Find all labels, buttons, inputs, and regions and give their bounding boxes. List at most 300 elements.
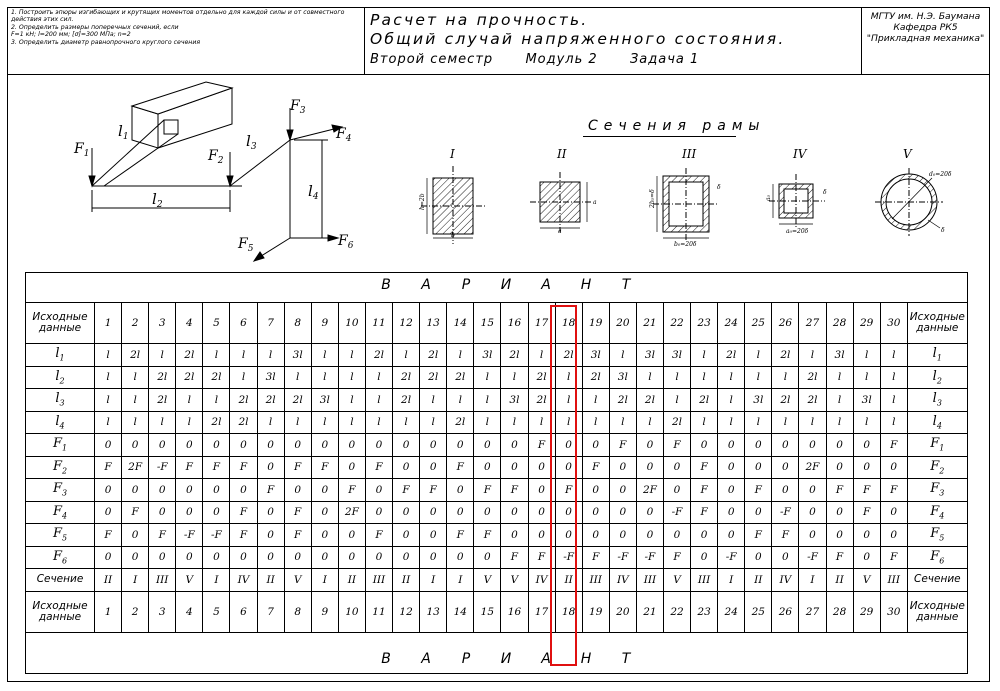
table-cell: l (718, 411, 745, 434)
table-cell: 0 (311, 501, 338, 524)
dept-line-3: "Прикладная механика" (866, 33, 985, 44)
table-cell: F (365, 524, 392, 547)
row-symbol-right (907, 501, 967, 524)
table-cell: l (799, 411, 826, 434)
table-cell: F (826, 546, 853, 569)
table-row (26, 434, 968, 457)
left-footer: Исходные данные (26, 591, 95, 632)
table-cell: 0 (393, 524, 420, 547)
variant-number: 2 (122, 303, 149, 344)
table-cell: l (691, 344, 718, 367)
section-4-dim-a: a₀ (765, 195, 772, 201)
variant-number: 3 (149, 303, 176, 344)
table-cell: F (230, 501, 257, 524)
table-cell: F (880, 479, 907, 502)
variant-number: 8 (284, 591, 311, 632)
section-cell: II (745, 569, 772, 592)
variant-number: 22 (663, 591, 690, 632)
table-cell: l (853, 366, 880, 389)
table-cell: 0 (636, 524, 663, 547)
section-cell: V (663, 569, 690, 592)
table-cell: -F (663, 501, 690, 524)
table-cell: l (718, 366, 745, 389)
variant-number: 19 (582, 591, 609, 632)
section-4-dim-a2: a₀=20δ (786, 228, 809, 235)
table-cell: 0 (311, 524, 338, 547)
table-cell: 0 (284, 546, 311, 569)
variant-letter: Т (621, 277, 631, 293)
sections-title: Сечения рамы (588, 118, 766, 134)
table-cell: 0 (176, 479, 203, 502)
section-3-dim-d: δ (717, 184, 721, 191)
variant-letter: Н (580, 651, 592, 667)
variant-letter: А (541, 651, 551, 667)
table-cell: 0 (826, 434, 853, 457)
table-cell: 3l (745, 389, 772, 412)
symbol-letter: l (932, 368, 937, 384)
table-cell: F (826, 479, 853, 502)
row-symbol-left (26, 456, 95, 479)
table-cell: l (447, 389, 474, 412)
label-l4: $l_4$ (308, 182, 319, 202)
table-cell: 0 (365, 479, 392, 502)
section-cell: I (718, 569, 745, 592)
table-cell: l (853, 344, 880, 367)
table-cell: l (636, 411, 663, 434)
table-cell: F (691, 479, 718, 502)
table-cell: F (284, 456, 311, 479)
variant-number: 12 (393, 303, 420, 344)
symbol-index: 2 (939, 466, 945, 476)
table-cell: l (609, 411, 636, 434)
table-cell: F (663, 546, 690, 569)
section-cell: V (176, 569, 203, 592)
table-cell: 0 (95, 479, 122, 502)
table-cell: -F (772, 501, 799, 524)
table-cell: -F (555, 546, 582, 569)
table-cell: 0 (853, 524, 880, 547)
table-cell: l (230, 366, 257, 389)
table-cell: l (501, 411, 528, 434)
table-row (26, 479, 968, 502)
section-cell: IV (528, 569, 555, 592)
table-cell: l (880, 411, 907, 434)
symbol-index: 6 (61, 556, 68, 566)
table-cell: 0 (95, 501, 122, 524)
table-cell: 0 (772, 434, 799, 457)
variant-number: 17 (528, 591, 555, 632)
table-cell: 0 (609, 479, 636, 502)
table-cell: 2l (528, 389, 555, 412)
section-cell: III (149, 569, 176, 592)
section-row-label: Сечение (26, 569, 95, 592)
variant-number: 24 (718, 591, 745, 632)
section-cell: V (474, 569, 501, 592)
variant-number: 12 (393, 591, 420, 632)
table-cell: l (853, 411, 880, 434)
table-cell: 0 (772, 456, 799, 479)
variant-letter: А (421, 277, 431, 293)
section-2-label: II (557, 147, 567, 161)
table-cell: l (203, 389, 230, 412)
table-cell: 0 (257, 434, 284, 457)
table-cell: 0 (203, 434, 230, 457)
table-cell: l (284, 411, 311, 434)
variant-number: 1 (95, 303, 122, 344)
table-cell: 0 (582, 524, 609, 547)
symbol-index: 4 (61, 511, 68, 521)
section-5-dim-t: δ (941, 227, 945, 234)
table-cell: 0 (203, 479, 230, 502)
table-cell: 0 (772, 479, 799, 502)
symbol-letter: F (52, 436, 62, 452)
table-cell: F (230, 524, 257, 547)
table-cell: 0 (501, 434, 528, 457)
condition-line: 3. Определить диаметр равнопрочного круглого сечения (11, 38, 201, 46)
symbol-index: 2 (61, 466, 68, 476)
table-cell: l (772, 411, 799, 434)
table-cell: 0 (745, 546, 772, 569)
table-row (26, 411, 968, 434)
table-cell: 0 (474, 546, 501, 569)
symbol-letter: l (932, 391, 937, 407)
table-cell: 0 (799, 501, 826, 524)
table-cell: 0 (474, 456, 501, 479)
variant-number: 30 (880, 591, 907, 632)
table-cell: F (230, 456, 257, 479)
table-cell: F (691, 501, 718, 524)
table-cell: 0 (230, 434, 257, 457)
table-cell: 0 (582, 434, 609, 457)
table-cell: 0 (718, 434, 745, 457)
table-cell: 0 (528, 501, 555, 524)
table-cell: F (528, 434, 555, 457)
table-cell: 2F (636, 479, 663, 502)
section-cell: V (284, 569, 311, 592)
table-cell: F (365, 456, 392, 479)
variant-number: 4 (176, 591, 203, 632)
table-cell: 2l (365, 344, 392, 367)
variant-number: 15 (474, 591, 501, 632)
section-cell: III (365, 569, 392, 592)
table-cell: 0 (853, 434, 880, 457)
table-cell: 2l (691, 389, 718, 412)
table-cell: 0 (149, 546, 176, 569)
section-cell: II (555, 569, 582, 592)
table-cell: 0 (663, 524, 690, 547)
table-cell: 0 (555, 524, 582, 547)
table-cell: F (555, 479, 582, 502)
table-cell: l (420, 411, 447, 434)
table-cell: 2l (663, 411, 690, 434)
row-symbol-right (907, 411, 967, 434)
table-cell: l (880, 344, 907, 367)
table-row (26, 524, 968, 547)
section-3-dim-h: 2b₀=δ (649, 189, 656, 208)
table-cell: F (95, 456, 122, 479)
table-cell: 0 (745, 434, 772, 457)
variants-table (25, 302, 968, 633)
section-cell: I (799, 569, 826, 592)
table-cell: l (555, 411, 582, 434)
variant-number: 16 (501, 303, 528, 344)
table-cell: 2l (176, 344, 203, 367)
table-cell: l (880, 389, 907, 412)
table-row (26, 344, 968, 367)
symbol-index: 3 (59, 399, 65, 409)
table-cell: l (663, 366, 690, 389)
table-cell: l (420, 389, 447, 412)
table-cell: 0 (203, 501, 230, 524)
table-cell: l (691, 411, 718, 434)
table-row (26, 501, 968, 524)
variant-number: 30 (880, 303, 907, 344)
section-cell: IV (609, 569, 636, 592)
variant-number: 5 (203, 591, 230, 632)
row-symbol-left (26, 389, 95, 412)
table-cell: 2l (176, 366, 203, 389)
table-cell: 3l (636, 344, 663, 367)
table-cell: l (745, 411, 772, 434)
table-cell: l (149, 344, 176, 367)
variant-number: 2 (122, 591, 149, 632)
row-symbol-left (26, 411, 95, 434)
highlighted-column-18 (550, 305, 577, 666)
table-cell: 0 (853, 456, 880, 479)
table-cell: 0 (555, 501, 582, 524)
table-cell: 0 (420, 434, 447, 457)
variant-number: 27 (799, 591, 826, 632)
section-cell: II (393, 569, 420, 592)
section-cell: V (853, 569, 880, 592)
table-cell: 0 (799, 479, 826, 502)
table-cell: 0 (393, 456, 420, 479)
table-cell: l (176, 411, 203, 434)
table-cell: 0 (528, 456, 555, 479)
table-cell: l (122, 366, 149, 389)
variant-number: 6 (230, 303, 257, 344)
table-cell: l (338, 411, 365, 434)
variant-number: 25 (745, 591, 772, 632)
table-cell: 0 (826, 524, 853, 547)
table-cell: 0 (447, 546, 474, 569)
table-cell: 0 (501, 501, 528, 524)
section-cell: V (501, 569, 528, 592)
table-cell: -F (636, 546, 663, 569)
table-cell: 0 (636, 456, 663, 479)
table-row (26, 546, 968, 569)
table-cell: F (853, 479, 880, 502)
section-cell: III (691, 569, 718, 592)
table-cell: F (338, 479, 365, 502)
table-cell: 0 (826, 456, 853, 479)
variant-number: 14 (447, 591, 474, 632)
symbol-letter: F (52, 548, 62, 564)
variant-number: 10 (338, 591, 365, 632)
table-cell: l (826, 411, 853, 434)
table-cell: 2l (393, 389, 420, 412)
table-cell: 2l (284, 389, 311, 412)
table-cell: 2l (447, 411, 474, 434)
section-1-label: I (450, 147, 455, 161)
variant-letter: И (500, 651, 512, 667)
frame-scheme (60, 78, 380, 268)
section-5-label: V (903, 147, 912, 161)
table-cell: 0 (691, 546, 718, 569)
symbol-index: 1 (61, 444, 68, 454)
fixed-support (132, 82, 232, 148)
table-cell: 2l (718, 344, 745, 367)
section-cell: II (826, 569, 853, 592)
table-cell: 2l (257, 389, 284, 412)
symbol-index: 3 (61, 489, 68, 499)
table-cell: 0 (447, 479, 474, 502)
variant-letter: И (500, 277, 512, 293)
section-cell: I (203, 569, 230, 592)
table-cell: 0 (257, 501, 284, 524)
row-symbol-right (907, 479, 967, 502)
left-header: Исходные данные (26, 303, 95, 344)
variant-number: 15 (474, 303, 501, 344)
label-l3: $l_3$ (246, 132, 257, 152)
section-2-dim-a: a (593, 199, 597, 206)
table-cell: 2l (420, 366, 447, 389)
table-cell: F (447, 524, 474, 547)
table-cell: 0 (420, 456, 447, 479)
table-cell: l (95, 344, 122, 367)
table-cell: 0 (420, 501, 447, 524)
variant-heading-bottom (366, 651, 646, 667)
symbol-letter: F (52, 481, 62, 497)
table-cell: F (582, 546, 609, 569)
table-cell: 2l (609, 389, 636, 412)
variant-number: 7 (257, 303, 284, 344)
table-cell: l (474, 366, 501, 389)
variant-number: 13 (420, 303, 447, 344)
section-3-label: III (682, 147, 697, 161)
table-cell: 0 (176, 546, 203, 569)
table-cell: 2F (338, 501, 365, 524)
table-cell: 0 (176, 501, 203, 524)
table-cell: 0 (691, 524, 718, 547)
table-cell: -F (718, 546, 745, 569)
variant-number: 8 (284, 303, 311, 344)
variant-number: 21 (636, 303, 663, 344)
condition-line: 1. Построить эпюры изгибающих и крутящих моментов отдельно для каждой силы и от совместного (11, 9, 345, 16)
table-cell: 0 (826, 501, 853, 524)
section-cell: III (880, 569, 907, 592)
table-cell: 0 (474, 501, 501, 524)
table-cell: 0 (447, 501, 474, 524)
section-row (26, 569, 968, 592)
table-cell: 0 (420, 546, 447, 569)
table-cell: 0 (853, 546, 880, 569)
table-cell: l (338, 366, 365, 389)
section-1-dim-b: b (451, 232, 455, 239)
variant-number: 23 (691, 303, 718, 344)
variant-letter: Н (580, 277, 592, 293)
table-cell: 0 (284, 479, 311, 502)
symbol-index: 3 (939, 489, 945, 499)
variant-number: 25 (745, 303, 772, 344)
table-cell: 0 (745, 501, 772, 524)
table-cell: F (582, 456, 609, 479)
table-cell: 0 (745, 456, 772, 479)
table-cell: 3l (582, 344, 609, 367)
label-F3: $F_3$ (290, 98, 306, 116)
table-cell: 2l (420, 344, 447, 367)
table-cell: l (555, 389, 582, 412)
row-symbol-left (26, 524, 95, 547)
label-l1: $l_1$ (118, 122, 129, 142)
table-cell: 2F (122, 456, 149, 479)
table-cell: l (257, 411, 284, 434)
table-cell: F (772, 524, 799, 547)
section-4-dim-d: δ (823, 189, 827, 196)
table-cell: l (609, 344, 636, 367)
dept-line-2: Кафедра РК5 (893, 22, 958, 33)
variant-number: 5 (203, 303, 230, 344)
table-cell: l (393, 344, 420, 367)
table-cell: l (311, 411, 338, 434)
section-cell: II (338, 569, 365, 592)
task-title (370, 11, 785, 49)
symbol-letter: l (932, 413, 937, 429)
table-cell: F (122, 501, 149, 524)
table-cell: F (745, 479, 772, 502)
table-cell: 2l (772, 389, 799, 412)
symbol-letter: F (930, 503, 940, 519)
row-symbol-left (26, 479, 95, 502)
table-cell: 0 (284, 434, 311, 457)
variant-number: 14 (447, 303, 474, 344)
variant-number: 21 (636, 591, 663, 632)
section-3 (649, 147, 721, 248)
section-cell: II (95, 569, 122, 592)
label-F6: $F_6$ (338, 233, 354, 251)
table-cell: 0 (393, 546, 420, 569)
symbol-letter: F (52, 526, 62, 542)
table-cell: F (447, 456, 474, 479)
variant-number: 13 (420, 591, 447, 632)
table-cell: 3l (501, 389, 528, 412)
table-cell: F (501, 479, 528, 502)
table-cell: 2l (501, 344, 528, 367)
table-cell: 0 (555, 434, 582, 457)
section-4-label: IV (793, 147, 807, 161)
row-symbol-left (26, 546, 95, 569)
symbol-index: 1 (939, 444, 945, 454)
table-cell: 0 (257, 456, 284, 479)
table-cell: 0 (122, 434, 149, 457)
condition-line: 2. Определить размеры поперечных сечений, если (11, 23, 179, 31)
section-5 (875, 147, 952, 236)
symbol-letter: F (930, 436, 940, 452)
symbol-index: 5 (61, 534, 68, 544)
table-cell: F (149, 524, 176, 547)
variant-number: 23 (691, 591, 718, 632)
table-cell: 0 (95, 434, 122, 457)
table-cell: l (365, 366, 392, 389)
variant-number: 27 (799, 303, 826, 344)
table-cell: l (501, 366, 528, 389)
table-cell: l (799, 344, 826, 367)
table-cell: 0 (663, 479, 690, 502)
table-cell: 0 (338, 524, 365, 547)
table-cell: 2l (230, 389, 257, 412)
condition-line: действия этих сил. (11, 16, 74, 24)
table-cell: F (691, 456, 718, 479)
